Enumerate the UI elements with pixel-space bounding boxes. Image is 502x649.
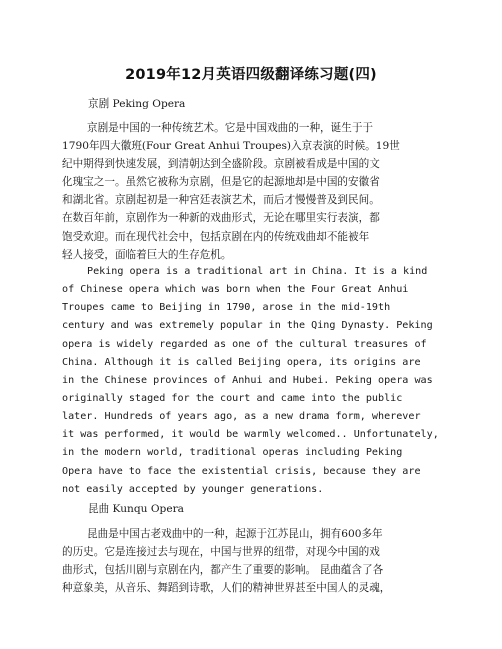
document-title: 2019年12月英语四级翻译练习题(四) [125,67,377,83]
paragraph-line: 1790年四大徽班(Four Great Anhui Troupes)入京表演的时候。19世 [62,140,400,153]
paragraph-line: Opera have to face the existential crisis, because they are [62,465,421,477]
paragraph-line: opera is widely regarded as one of the cultural treasures of [62,338,427,350]
paragraph-line: 种意象美，从音乐、舞蹈到诗歌，人们的精神世界甚至中国人的灵魂， [62,582,391,595]
paragraph-line: 和湖北省。京剧起初是一种宫廷表演艺术，而后才慢慢普及到民间。 [62,194,380,207]
paragraph-line: 的历史。它是连接过去与现在，中国与世界的纽带，对现今中国的戏 [62,546,380,559]
paragraph-line: 昆曲是中国古老戏曲中的一种，起源于江苏昆山，拥有600多年 [87,528,383,540]
paragraph-line: 化瑰宝之一。虽然它被称为京剧，但是它的起源地却是中国的安徽省 [62,176,380,189]
paragraph-line: 纪中期得到快速发展，到清朝达到全盛阶段。京剧被看成是中国的文 [62,158,380,171]
paragraph-line: 京剧是中国的一种传统艺术。它是中国戏曲的一种，诞生于于 [87,122,374,134]
paragraph-line: later. Hundreds of years ago, as a new drama form, wherever [62,411,421,423]
paragraph-line: of Chinese opera which was born when the Four Great Anhui [62,284,409,296]
peking-opera-chinese-paragraph [62,119,452,264]
paragraph-line: century and was extremely popular in the Qing Dynasty. Peking [62,320,433,332]
paragraph-line: 轻人接受，面临着巨大的生存危机。 [62,248,232,261]
paragraph-line: in the Chinese provinces of Anhui and Hubei. Peking opera was [62,374,433,386]
paragraph-line: Peking opera is a traditional art in China. It is a kind [87,266,428,277]
paragraph-line: originally staged for the court and came into the public [62,392,403,404]
paragraph-line: 在数百年前，京剧作为一种新的戏曲形式，无论在哪里实行表演，都 [62,212,380,225]
peking-opera-english-paragraph [62,263,452,499]
paragraph-line: China. Although it is called Beijing opera, its origins are [62,356,421,368]
paragraph-line: 曲形式，包括川剧与京剧在内，都产生了重要的影响。 昆曲蕴含了各 [62,564,384,577]
paragraph-line: in the modern world, traditional operas including Peking [62,447,403,459]
paragraph-line: it was performed, it would be warmly welcomed.. Unfortunately, [62,429,439,441]
section-heading-peking-opera: 京剧 Peking Opera [88,98,186,110]
section-heading-kunqu-opera: 昆曲 Kunqu Opera [88,503,184,515]
paragraph-line: not easily accepted by younger generations. [62,483,324,495]
kunqu-opera-chinese-paragraph [62,525,452,597]
paragraph-line: 饱受欢迎。而在现代社会中，包括京剧在内的传统戏曲却不能被年 [62,230,370,243]
paragraph-line: Troupes came to Beijing in 1790, arose in the mid-19th [62,302,391,314]
